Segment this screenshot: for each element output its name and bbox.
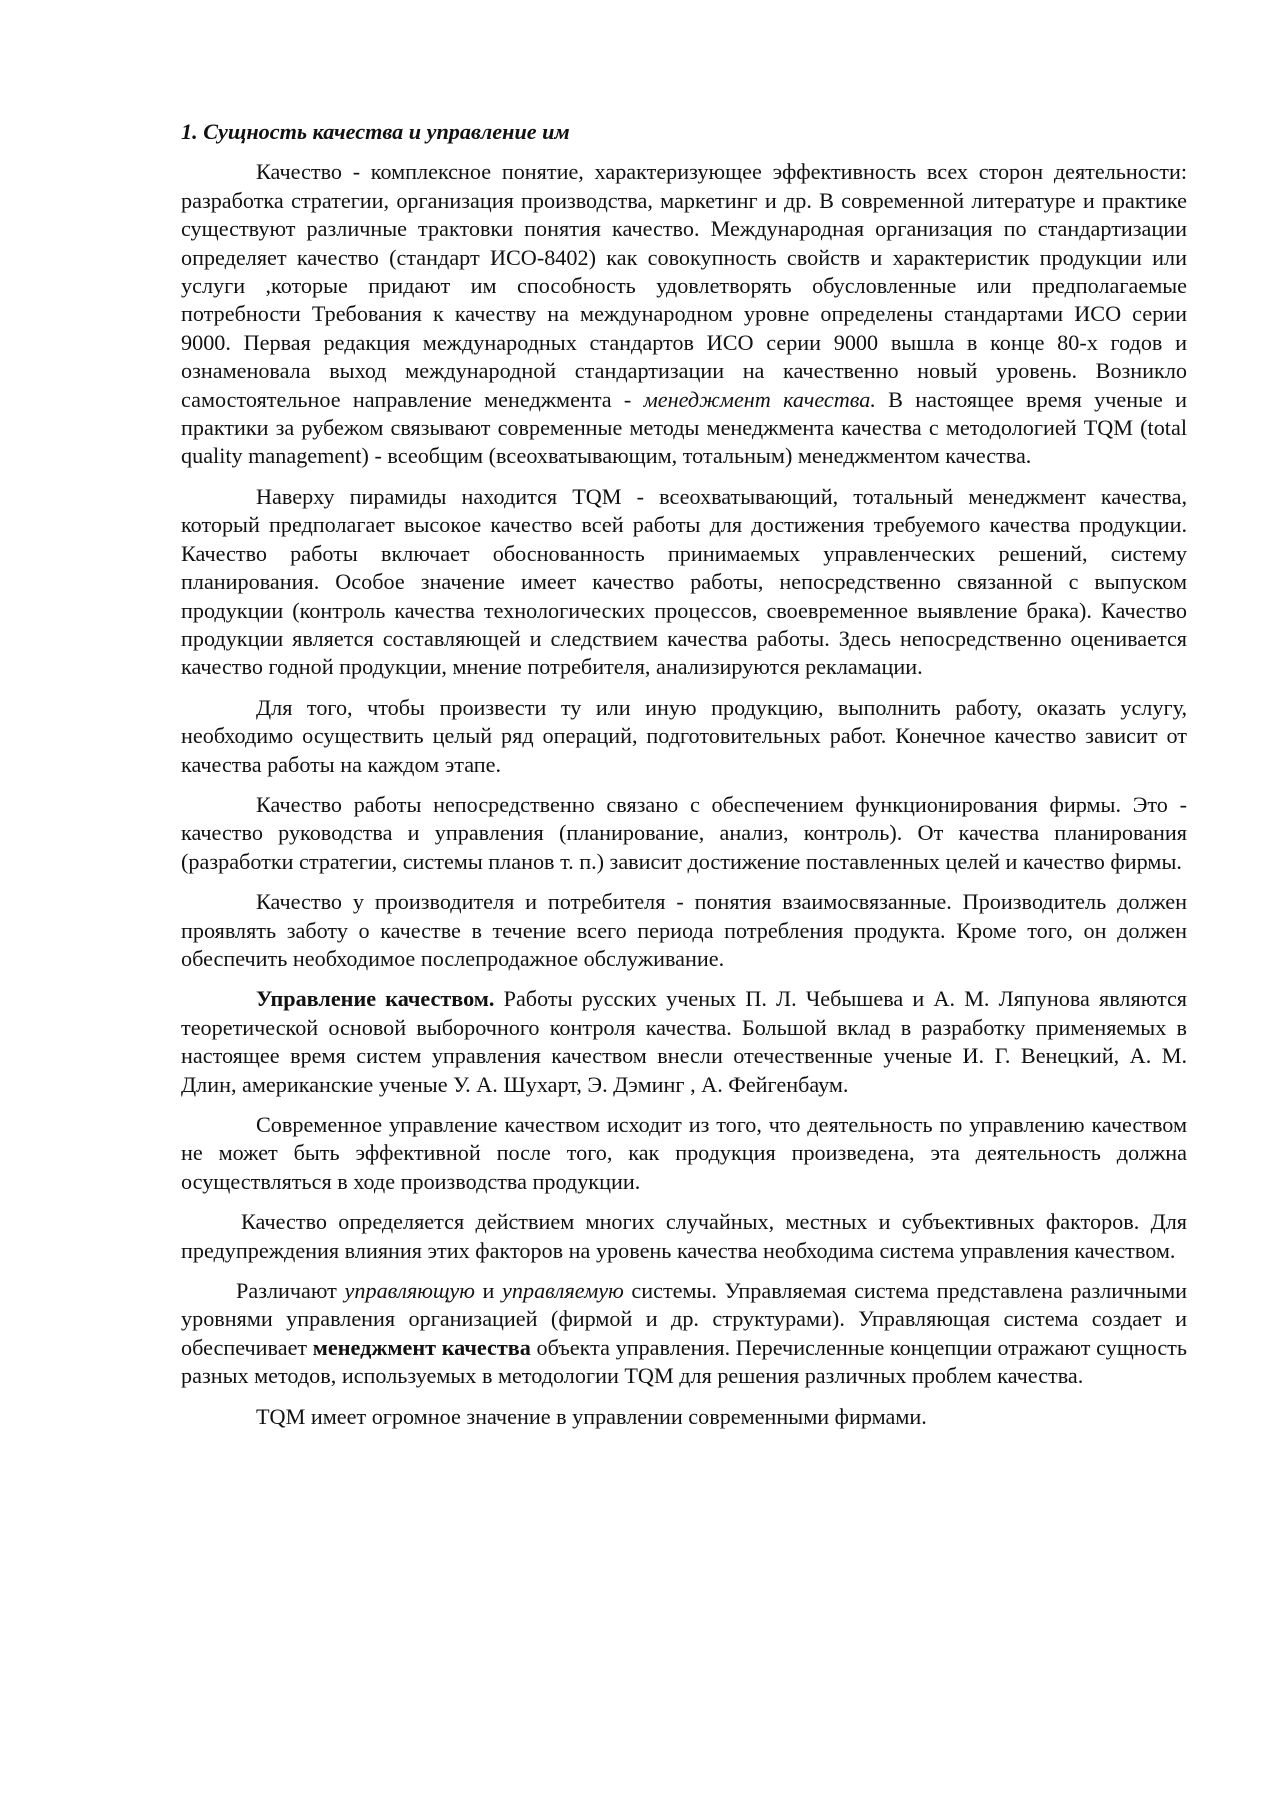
paragraph-text: и bbox=[474, 1278, 503, 1304]
paragraph-factors: Качество определяется действием многих случайных, местных и субъективных факторов. Для предупреждения влияния этих факторов на уровень качества необходима система управления качеством. bbox=[181, 1209, 1187, 1263]
paragraph-text: Различают bbox=[236, 1278, 345, 1304]
paragraph-systems bbox=[181, 1277, 1187, 1391]
paragraph-quality-management bbox=[181, 985, 1187, 1099]
bold-term: менеджмент качества bbox=[312, 1334, 531, 1360]
paragraph-operations: Для того, чтобы произвести ту или иную продукцию, выполнить работу, оказать услугу, необходимо осуществить целый ряд операций, подготовительных работ. Конечное качество зависит от качества работы на каждом этапе. bbox=[181, 694, 1187, 777]
paragraph-text: Работы русских ученых П. Л. Чебышева и А. М. Ляпунова являются теоретической основой выборочного контроля качества. Большой вклад в разработку применяемых в настоящее время систем управления качеством внесли отечественные ученые И. Г. Венецкий, А. М. Длин, американские ученые У. А. Шухарт, Э. Дэминг , А. Фейгенбаум. bbox=[181, 986, 1187, 1097]
paragraph-text: В настоящее время ученые и практики за рубежом связывают современные методы менеджмента качества с методологией TQM (total quality management) - всеобщим (всеохватывающим, тотальным) менеджментом качества. bbox=[181, 386, 1188, 469]
paragraph-text: Качество - комплексное понятие, характеризующее эффективность всех сторон деятельности: разработка стратегии, организация производства, маркетинг и др. В современной литературе и практике существуют различные трактовки понятия качество. Международная организация по стандартизации определяет качество (стандарт ИСО-8402) как совокупность свойств и характеристик продукции или услуги ,которые придают им способность удовлетворять обусловленные или предполагаемые потребности Требования к качеству на международном уровне определены стандартами ИСО серии 9000. Первая редакция международных стандартов ИСО серии 9000 вышла в конце 80-х годов и ознаменовала выход международной стандартизации на качественно новый уровень. Возникло самостоятельное направление менеджмента - bbox=[181, 159, 1187, 412]
italic-term: управляемую bbox=[502, 1278, 624, 1304]
paragraph-modern-management: Современное управление качеством исходит из того, что деятельность по управлению качеством не может быть эффективной после того, как продукция произведена, эта деятельность должна осуществляться в ходе производства продукции. bbox=[181, 1112, 1187, 1194]
section-heading: 1. Сущность качества и управление им bbox=[181, 119, 570, 144]
paragraph-tqm-pyramid: Наверху пирамиды находится TQM - всеохватывающий, тотальный менеджмент качества, который предполагает высокое качество всей работы для достижения требуемого качества продукции. Качество работы включает обоснованность принимаемых управленческих решений, систему планирования. Особое значение имеет качество работы, непосредственно связанной с выпуском продукции (контроль качества технологических процессов, своевременное выявление брака). Качество продукции является составляющей и следствием качества работы. Здесь непосредственно оценивается качество годной продукции, мнение потребителя, анализируются рекламации. bbox=[181, 483, 1187, 680]
paragraph-quality-definition bbox=[181, 158, 1187, 470]
italic-term: управляющую bbox=[344, 1278, 475, 1304]
bold-term: Управление качеством. bbox=[256, 986, 495, 1012]
paragraph-producer-consumer: Качество у производителя и потребителя - понятия взаимосвязанные. Производитель должен проявлять заботу о качестве в течение всего периода потребления продукта. Кроме того, он должен обеспечить необходимое послепродажное обслуживание. bbox=[181, 889, 1187, 971]
italic-term: менеджмент качества. bbox=[643, 386, 876, 412]
paragraph-firm-functioning: Качество работы непосредственно связано с обеспечением функционирования фирмы. Это - качество руководства и управления (планирование, анализ, контроль). От качества планирования (разработки стратегии, системы планов т. п.) зависит достижение поставленных целей и качество фирмы. bbox=[181, 791, 1187, 874]
paragraph-text: системы. Управляемая система представлена различными уровнями управления организацией (фирмой и др. структурами). Управляющая система создает и обеспечивает bbox=[181, 1278, 1188, 1360]
paragraph-text: объекта управления. Перечисленные концепции отражают сущность разных методов, используемых в методологии TQM для решения различных проблем качества. bbox=[181, 1334, 1187, 1389]
document-page bbox=[181, 118, 1187, 1431]
paragraph-tqm-importance: TQM имеет огромное значение в управлении современными фирмами. bbox=[256, 1403, 927, 1429]
